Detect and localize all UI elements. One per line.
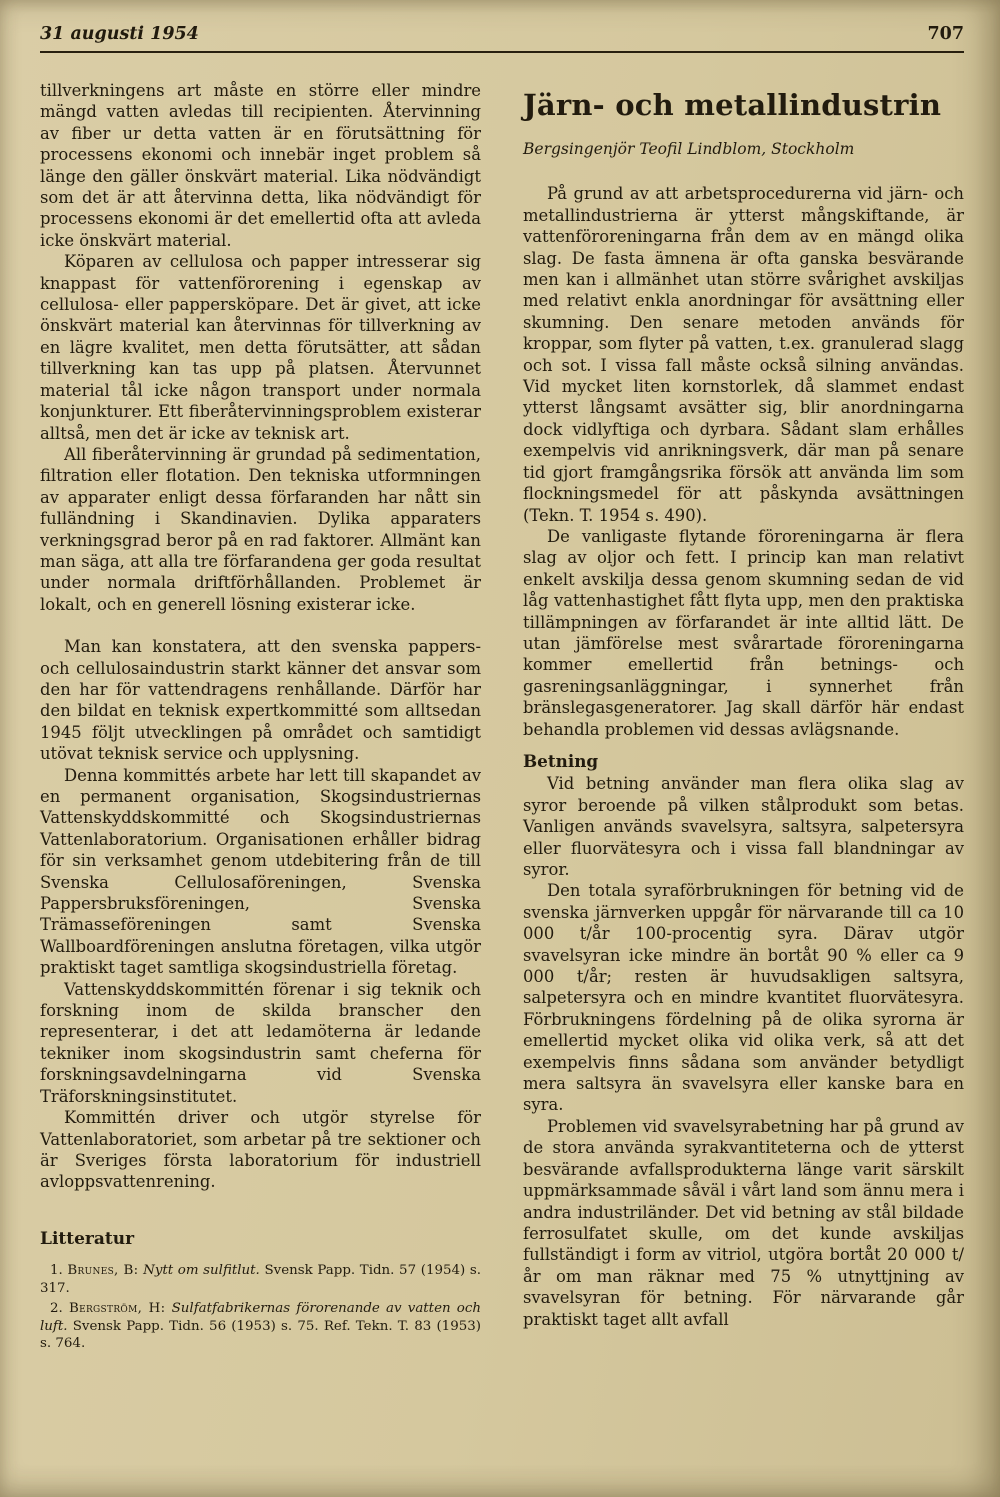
paragraph: Vid betning använder man flera olika slag av syror beroende på vilken stålprodukt som betas. Vanligen används svavelsyra, saltsyra, salpetersyra eller fluorvätesyra och i vissa fall blandningar av syror. xyxy=(523,774,964,879)
reference-author: Bergström, H: xyxy=(68,1300,166,1316)
reference-source: Svensk Papp. Tidn. 56 (1953) s. 75. Ref. Tekn. T. 83 (1953) s. 764. xyxy=(40,1318,481,1352)
reference-author: Brunes, B: xyxy=(67,1263,139,1279)
left-column xyxy=(40,80,481,1353)
paragraph: tillverkningens art måste en större eller mindre mängd vatten avledas till recipienten. Återvinning av fiber ur detta vatten är en förutsättning för processens ekonomi och innebär inget problem så länge den gäller önskvärt material. Lika nödvändigt som det är att återvinna detta, lika nödvändigt för processens ekonomi är det emellertid ofta att avleda icke önskvärt material. xyxy=(40,81,481,250)
two-column-layout xyxy=(40,80,964,1353)
paragraph: Kommittén driver och utgör styrelse för Vattenlaboratoriet, som arbetar på tre sektioner och är Sveriges första laboratorium för industriell avloppsvattenrening. xyxy=(40,1108,481,1192)
paragraph: Den totala syraförbrukningen för betning vid de svenska järnverken uppgår för närvarande till ca 10 000 t/år 100-procentig syra. Därav utgör svavelsyran icke mindre än bortåt 90 % eller ca 9 000 t/år; resten är huvudsakligen saltsyra, salpetersyra och en mindre kvantitet fluorvätesyra. Förbrukningens fördelning på de olika syrorna är emellertid mycket olika vid olika verk, så att det exempelvis finns sådana som använder betydligt mera saltsyra än svavelsyra eller kanske bara en syra. xyxy=(523,881,964,1115)
paragraph: Vattenskyddskommittén förenar i sig teknik och forskning inom de skilda branscher den representerar, i det att ledamöterna är ledande tekniker inom skogsindustrin samt cheferna för forskningsavdelningarna vid Svenska Träforskningsinstitutet. xyxy=(40,979,481,1106)
paragraph: De vanligaste flytande föroreningarna är flera slag av oljor och fett. I princip kan man relativt enkelt avskilja dessa genom skumning sedan de vid låg vattenhastighet fått flyta upp, men den praktiska tillämpningen av förfarandet är inte alltid lätt. De utan jämförelse mest svårartade föroreningarna kommer emellertid från betnings- och gasreningsanläggningar, i synnerhet från bränslegasgeneratorer. Jag skall därför här endast behandla problemen vid dessas avlägsnande. xyxy=(523,526,964,739)
page-header xyxy=(40,24,964,44)
reference-item xyxy=(40,1300,481,1353)
paragraph: Köparen av cellulosa och papper intresserar sig knappast för vattenförorening i egenskap av cellulosa- eller pappersköpare. Det är givet, att icke önskvärt material kan återvinnas för tillverkning av en lägre kvalitet, men detta förutsätter, att sådan tillverkning kan tas upp på platsen. Återvunnet material tål icke någon transport under normala konjunkturer. Ett fiberåtervinningsproblem existerar alltså, men det är icke av teknisk art. xyxy=(40,252,481,443)
betning-section-heading: Betning xyxy=(523,750,599,771)
paragraph: Problemen vid svavelsyrabetning har på grund av de stora använda syrakvantiteterna och de ytterst besvärande avfallsprodukterna länge varit särskilt uppmärksammade såväl i vårt land som ännu mera i andra industriländer. Det vid betning av stål bildade ferrosulfatet skulle, om det kunde avskiljas fullständigt i form av vitriol, utgöra bortåt 20 000 t/år om man räknar med 75 % utnyttjning av svavelsyran för betning. För närvarande går praktiskt taget allt avfall xyxy=(523,1116,964,1329)
paragraph: På grund av att arbetsprocedurerna vid järn- och metallindustrierna är ytterst mångskiftande, är vattenföroreningarna från dem av en mängd olika slag. De fasta ämnena är ofta ganska besvärande men kan i allmänhet utan större svårighet avskiljas med relativt enkla anordningar för avsättning eller skumning. Den senare metoden används för kroppar, som flyter på vatten, t.ex. granulerad slagg och sot. I vissa fall måste också silning användas. Vid mycket liten kornstorlek, då slammet endast ytterst långsamt avsätter sig, blir anordningarna dock vidlyftiga och dyrbara. Sådant slam erhålles exempelvis vid anrikningsverk, där man på senare tid gjort framgångsrika försök att använda lim som flockningsmedel för att påskynda avsättningen (Tekn. T. 1954 s. 490). xyxy=(523,184,964,525)
reference-item xyxy=(40,1262,481,1298)
reference-source: Svensk Papp. Tidn. 57 (1954) s. 317. xyxy=(40,1263,482,1296)
reference-number: 2. xyxy=(50,1300,63,1316)
paragraph: Denna kommittés arbete har lett till skapandet av en permanent organisation, Skogsindustriernas Vattenskyddskommitté och Skogsindustriernas Vattenlaboratorium. Organisationen erhåller bidrag för sin verksamhet genom utdebitering från de till Svenska Cellulosaföreningen, Svenska Pappersbruksföreningen, Svenska Trämasseföreningen samt Svenska Wallboardföreningen anslutna företagen, vilka utgör praktiskt taget samtliga skogsindustriella företag. xyxy=(40,765,481,978)
paragraph: All fiberåtervinning är grundad på sedimentation, filtration eller flotation. Den tekniska utformningen av apparater enligt dessa förfaranden har nått sin fulländning i Skandinavien. Dylika apparaters verkningsgrad beror på en rad faktorer. Allmänt kan man säga, att alla tre förfarandena ger goda resultat under normala driftförhållanden. Problemet är lokalt, och en generell lösning existerar icke. xyxy=(40,444,481,614)
literature-heading: Litteratur xyxy=(40,1228,135,1249)
paragraph: Man kan konstatera, att den svenska pappers- och cellulosaindustrin starkt känner det ansvar som den har för vattendragens renhållande. Därför har den bildat en teknisk expertkommitté som alltsedan 1945 följt utvecklingen på området och samtidigt utövat teknisk service och upplysning. xyxy=(40,637,481,764)
reference-number: 1. xyxy=(50,1263,63,1279)
page-number: 707 xyxy=(927,24,964,44)
article-byline: Bergsingenjör Teofil Lindblom, Stockholm xyxy=(523,140,855,158)
reference-title: Nytt om sulfitlut. xyxy=(143,1263,260,1279)
header-date: 31 augusti 1954 xyxy=(40,24,199,44)
reference-title: Sulfatfabrikernas förorenande av vatten och luft. xyxy=(40,1300,481,1334)
article-title: Järn- och metallindustrin xyxy=(523,88,942,122)
right-column xyxy=(523,80,964,1353)
header-rule xyxy=(40,51,964,53)
